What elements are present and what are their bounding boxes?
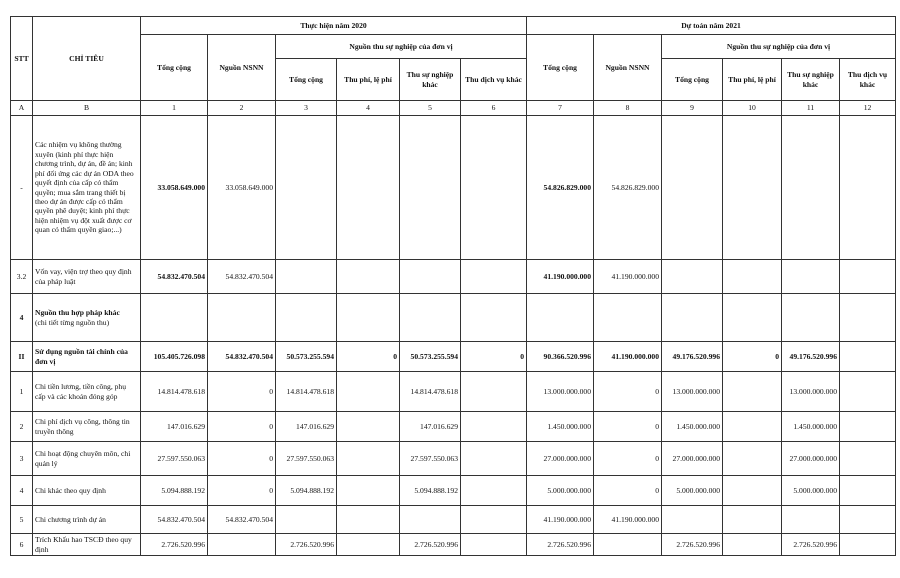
table-row	[11, 116, 896, 260]
header-thu-dv-khac-2021: Thu dịch vụ khác	[840, 59, 896, 101]
table-row	[11, 442, 896, 476]
value-cell	[461, 294, 527, 342]
value-cell: 1.450.000.000	[782, 412, 840, 442]
value-cell: 0	[723, 342, 782, 372]
value-cell: 54.832.470.504	[141, 506, 208, 534]
value-cell: 1.450.000.000	[527, 412, 594, 442]
value-cell	[723, 534, 782, 556]
value-cell: 0	[594, 476, 662, 506]
value-cell	[662, 116, 723, 260]
header-group-2021: Dự toán năm 2021	[527, 17, 896, 35]
value-cell: 147.016.629	[141, 412, 208, 442]
header-sub-tong-cong-2020: Tổng cộng	[276, 59, 337, 101]
table-row	[11, 534, 896, 556]
column-index-cell: 5	[400, 101, 461, 116]
header-thu-phi-2021: Thu phí, lệ phí	[723, 59, 782, 101]
column-index-cell: 2	[208, 101, 276, 116]
value-cell	[208, 294, 276, 342]
value-cell	[337, 476, 400, 506]
value-cell	[840, 372, 896, 412]
row-label	[33, 116, 141, 260]
row-stt: -	[11, 116, 33, 260]
value-cell: 2.726.520.996	[662, 534, 723, 556]
value-cell: 41.190.000.000	[594, 260, 662, 294]
value-cell	[141, 294, 208, 342]
value-cell	[276, 260, 337, 294]
value-cell	[723, 116, 782, 260]
value-cell	[400, 294, 461, 342]
value-cell: 2.726.520.996	[141, 534, 208, 556]
value-cell	[782, 260, 840, 294]
column-index-cell: 6	[461, 101, 527, 116]
value-cell	[527, 294, 594, 342]
value-cell: 41.190.000.000	[527, 260, 594, 294]
value-cell	[723, 476, 782, 506]
table-row	[11, 260, 896, 294]
value-cell: 54.832.470.504	[208, 342, 276, 372]
row-stt: 5	[11, 506, 33, 534]
value-cell: 5.000.000.000	[662, 476, 723, 506]
value-cell	[662, 506, 723, 534]
value-cell: 0	[337, 342, 400, 372]
value-cell	[337, 260, 400, 294]
row-label	[33, 476, 141, 506]
value-cell	[782, 294, 840, 342]
value-cell: 50.573.255.594	[400, 342, 461, 372]
row-stt: 3.2	[11, 260, 33, 294]
row-label	[33, 294, 141, 342]
value-cell: 13.000.000.000	[527, 372, 594, 412]
value-cell: 105.405.726.098	[141, 342, 208, 372]
row-label-text: Nguồn thu hợp pháp khác	[35, 308, 120, 318]
value-cell: 0	[461, 342, 527, 372]
value-cell	[782, 116, 840, 260]
value-cell: 1.450.000.000	[662, 412, 723, 442]
row-label-text: Trích Khấu hao TSCĐ theo quy định	[35, 535, 132, 554]
value-cell: 49.176.520.996	[662, 342, 723, 372]
value-cell	[461, 116, 527, 260]
value-cell: 49.176.520.996	[782, 342, 840, 372]
column-index-cell: 10	[723, 101, 782, 116]
value-cell: 27.597.550.063	[276, 442, 337, 476]
value-cell	[840, 506, 896, 534]
value-cell	[594, 294, 662, 342]
value-cell: 5.094.888.192	[400, 476, 461, 506]
value-cell: 13.000.000.000	[662, 372, 723, 412]
column-index-cell: A	[11, 101, 33, 116]
value-cell: 14.814.478.618	[141, 372, 208, 412]
header-nguon-thu-2021: Nguồn thu sự nghiệp của đơn vị	[662, 35, 896, 59]
row-stt: 2	[11, 412, 33, 442]
value-cell	[337, 442, 400, 476]
value-cell: 27.597.550.063	[141, 442, 208, 476]
value-cell	[337, 506, 400, 534]
column-index-cell: 9	[662, 101, 723, 116]
table-row	[11, 294, 896, 342]
value-cell: 2.726.520.996	[782, 534, 840, 556]
column-index-cell: 8	[594, 101, 662, 116]
header-group-2020: Thực hiện năm 2020	[141, 17, 527, 35]
value-cell	[840, 294, 896, 342]
header-stt: STT	[11, 17, 33, 101]
value-cell	[840, 442, 896, 476]
value-cell: 54.826.829.000	[527, 116, 594, 260]
row-label-text: Chi chương trình dự án	[35, 514, 106, 524]
row-label	[33, 442, 141, 476]
row-stt: II	[11, 342, 33, 372]
row-label-note: (chi tiết từng nguồn thu)	[35, 317, 110, 327]
value-cell: 0	[594, 372, 662, 412]
value-cell	[723, 294, 782, 342]
row-label	[33, 372, 141, 412]
value-cell: 54.826.829.000	[594, 116, 662, 260]
value-cell	[662, 294, 723, 342]
budget-table	[10, 16, 896, 556]
header-nsnn-2020: Nguồn NSNN	[208, 35, 276, 101]
row-label-text: Chi khác theo quy định	[35, 485, 106, 495]
value-cell: 27.000.000.000	[782, 442, 840, 476]
value-cell: 14.814.478.618	[276, 372, 337, 412]
row-stt: 6	[11, 534, 33, 556]
row-label-text: Chi hoạt động chuyên môn, chi quản lý	[35, 449, 131, 468]
row-label	[33, 260, 141, 294]
value-cell	[461, 372, 527, 412]
header-thu-dv-khac-2020: Thu dịch vụ khác	[461, 59, 527, 101]
value-cell: 5.094.888.192	[276, 476, 337, 506]
value-cell	[461, 476, 527, 506]
value-cell	[723, 412, 782, 442]
row-label	[33, 534, 141, 556]
value-cell	[594, 534, 662, 556]
value-cell: 0	[208, 412, 276, 442]
value-cell	[461, 412, 527, 442]
column-index-cell: 1	[141, 101, 208, 116]
value-cell	[276, 506, 337, 534]
value-cell	[400, 116, 461, 260]
table-row	[11, 342, 896, 372]
value-cell	[723, 260, 782, 294]
row-label	[33, 412, 141, 442]
header-thu-sn-khac-2021: Thu sự nghiệp khác	[782, 59, 840, 101]
value-cell: 27.000.000.000	[527, 442, 594, 476]
value-cell: 27.597.550.063	[400, 442, 461, 476]
value-cell: 147.016.629	[400, 412, 461, 442]
value-cell	[276, 116, 337, 260]
row-stt: 3	[11, 442, 33, 476]
value-cell: 41.190.000.000	[594, 506, 662, 534]
value-cell	[337, 534, 400, 556]
header-nsnn-2021: Nguồn NSNN	[594, 35, 662, 101]
header-nguon-thu-2020: Nguồn thu sự nghiệp của đơn vị	[276, 35, 527, 59]
table-row	[11, 506, 896, 534]
value-cell	[337, 412, 400, 442]
row-stt: 1	[11, 372, 33, 412]
value-cell: 0	[208, 372, 276, 412]
value-cell	[840, 116, 896, 260]
table-row	[11, 476, 896, 506]
value-cell	[337, 294, 400, 342]
value-cell	[400, 506, 461, 534]
value-cell: 147.016.629	[276, 412, 337, 442]
value-cell	[276, 294, 337, 342]
value-cell	[782, 506, 840, 534]
value-cell: 0	[594, 442, 662, 476]
table-row	[11, 372, 896, 412]
value-cell: 2.726.520.996	[400, 534, 461, 556]
value-cell: 2.726.520.996	[276, 534, 337, 556]
value-cell	[337, 116, 400, 260]
value-cell: 14.814.478.618	[400, 372, 461, 412]
value-cell: 0	[208, 442, 276, 476]
value-cell: 33.058.649.000	[208, 116, 276, 260]
row-label	[33, 506, 141, 534]
value-cell	[461, 506, 527, 534]
row-label-text: Chi phí dịch vụ công, thông tin truyền thông	[35, 417, 130, 436]
value-cell	[461, 260, 527, 294]
column-index-cell: 12	[840, 101, 896, 116]
table-row	[11, 412, 896, 442]
column-index-cell: 7	[527, 101, 594, 116]
value-cell	[723, 442, 782, 476]
row-stt: 4	[11, 476, 33, 506]
value-cell: 33.058.649.000	[141, 116, 208, 260]
value-cell: 5.000.000.000	[527, 476, 594, 506]
value-cell: 13.000.000.000	[782, 372, 840, 412]
header-chi-tieu: CHỈ TIÊU	[33, 17, 141, 101]
value-cell: 0	[594, 412, 662, 442]
header-thu-phi-2020: Thu phí, lệ phí	[337, 59, 400, 101]
value-cell: 27.000.000.000	[662, 442, 723, 476]
value-cell: 2.726.520.996	[527, 534, 594, 556]
value-cell	[662, 260, 723, 294]
value-cell: 5.094.888.192	[141, 476, 208, 506]
table-body	[11, 116, 896, 556]
value-cell	[337, 372, 400, 412]
column-index-cell: 4	[337, 101, 400, 116]
row-label-text: Các nhiệm vụ không thường xuyên (kinh phí thực hiện chương trình, dự án, đề án; kinh phí đối ứng các dự án ODA theo quyết định của cấp có thẩm quyền; mua sắm trang thiết bị theo dự án được cấp có thẩm quyền phê duyệt; kinh phí thực hiện nhiệm vụ đột xuất được cơ quan có thẩm quyền giao;...)	[35, 140, 134, 235]
value-cell: 50.573.255.594	[276, 342, 337, 372]
header-tong-cong-2020: Tổng cộng	[141, 35, 208, 101]
row-label	[33, 342, 141, 372]
row-label-text: Chi tiền lương, tiền công, phụ cấp và các khoản đóng góp	[35, 382, 127, 401]
value-cell	[840, 342, 896, 372]
value-cell	[400, 260, 461, 294]
header-tong-cong-2021: Tổng cộng	[527, 35, 594, 101]
value-cell	[723, 372, 782, 412]
value-cell	[840, 412, 896, 442]
header-thu-sn-khac-2020: Thu sự nghiệp khác	[400, 59, 461, 101]
value-cell: 54.832.470.504	[208, 506, 276, 534]
value-cell	[208, 534, 276, 556]
value-cell	[723, 506, 782, 534]
table-header	[11, 17, 896, 116]
row-label-text: Vốn vay, viện trợ theo quy định của pháp luật	[35, 267, 132, 286]
column-index-cell: 3	[276, 101, 337, 116]
column-index-row	[11, 101, 896, 116]
value-cell: 54.832.470.504	[141, 260, 208, 294]
value-cell	[840, 534, 896, 556]
value-cell: 0	[208, 476, 276, 506]
value-cell: 54.832.470.504	[208, 260, 276, 294]
value-cell: 90.366.520.996	[527, 342, 594, 372]
row-stt: 4	[11, 294, 33, 342]
value-cell	[840, 476, 896, 506]
row-label-text: Sử dụng nguồn tài chính của đơn vị	[35, 347, 128, 366]
value-cell	[461, 442, 527, 476]
value-cell: 5.000.000.000	[782, 476, 840, 506]
value-cell: 41.190.000.000	[527, 506, 594, 534]
value-cell	[461, 534, 527, 556]
value-cell	[840, 260, 896, 294]
column-index-cell: B	[33, 101, 141, 116]
header-sub-tong-cong-2021: Tổng cộng	[662, 59, 723, 101]
column-index-cell: 11	[782, 101, 840, 116]
value-cell: 41.190.000.000	[594, 342, 662, 372]
